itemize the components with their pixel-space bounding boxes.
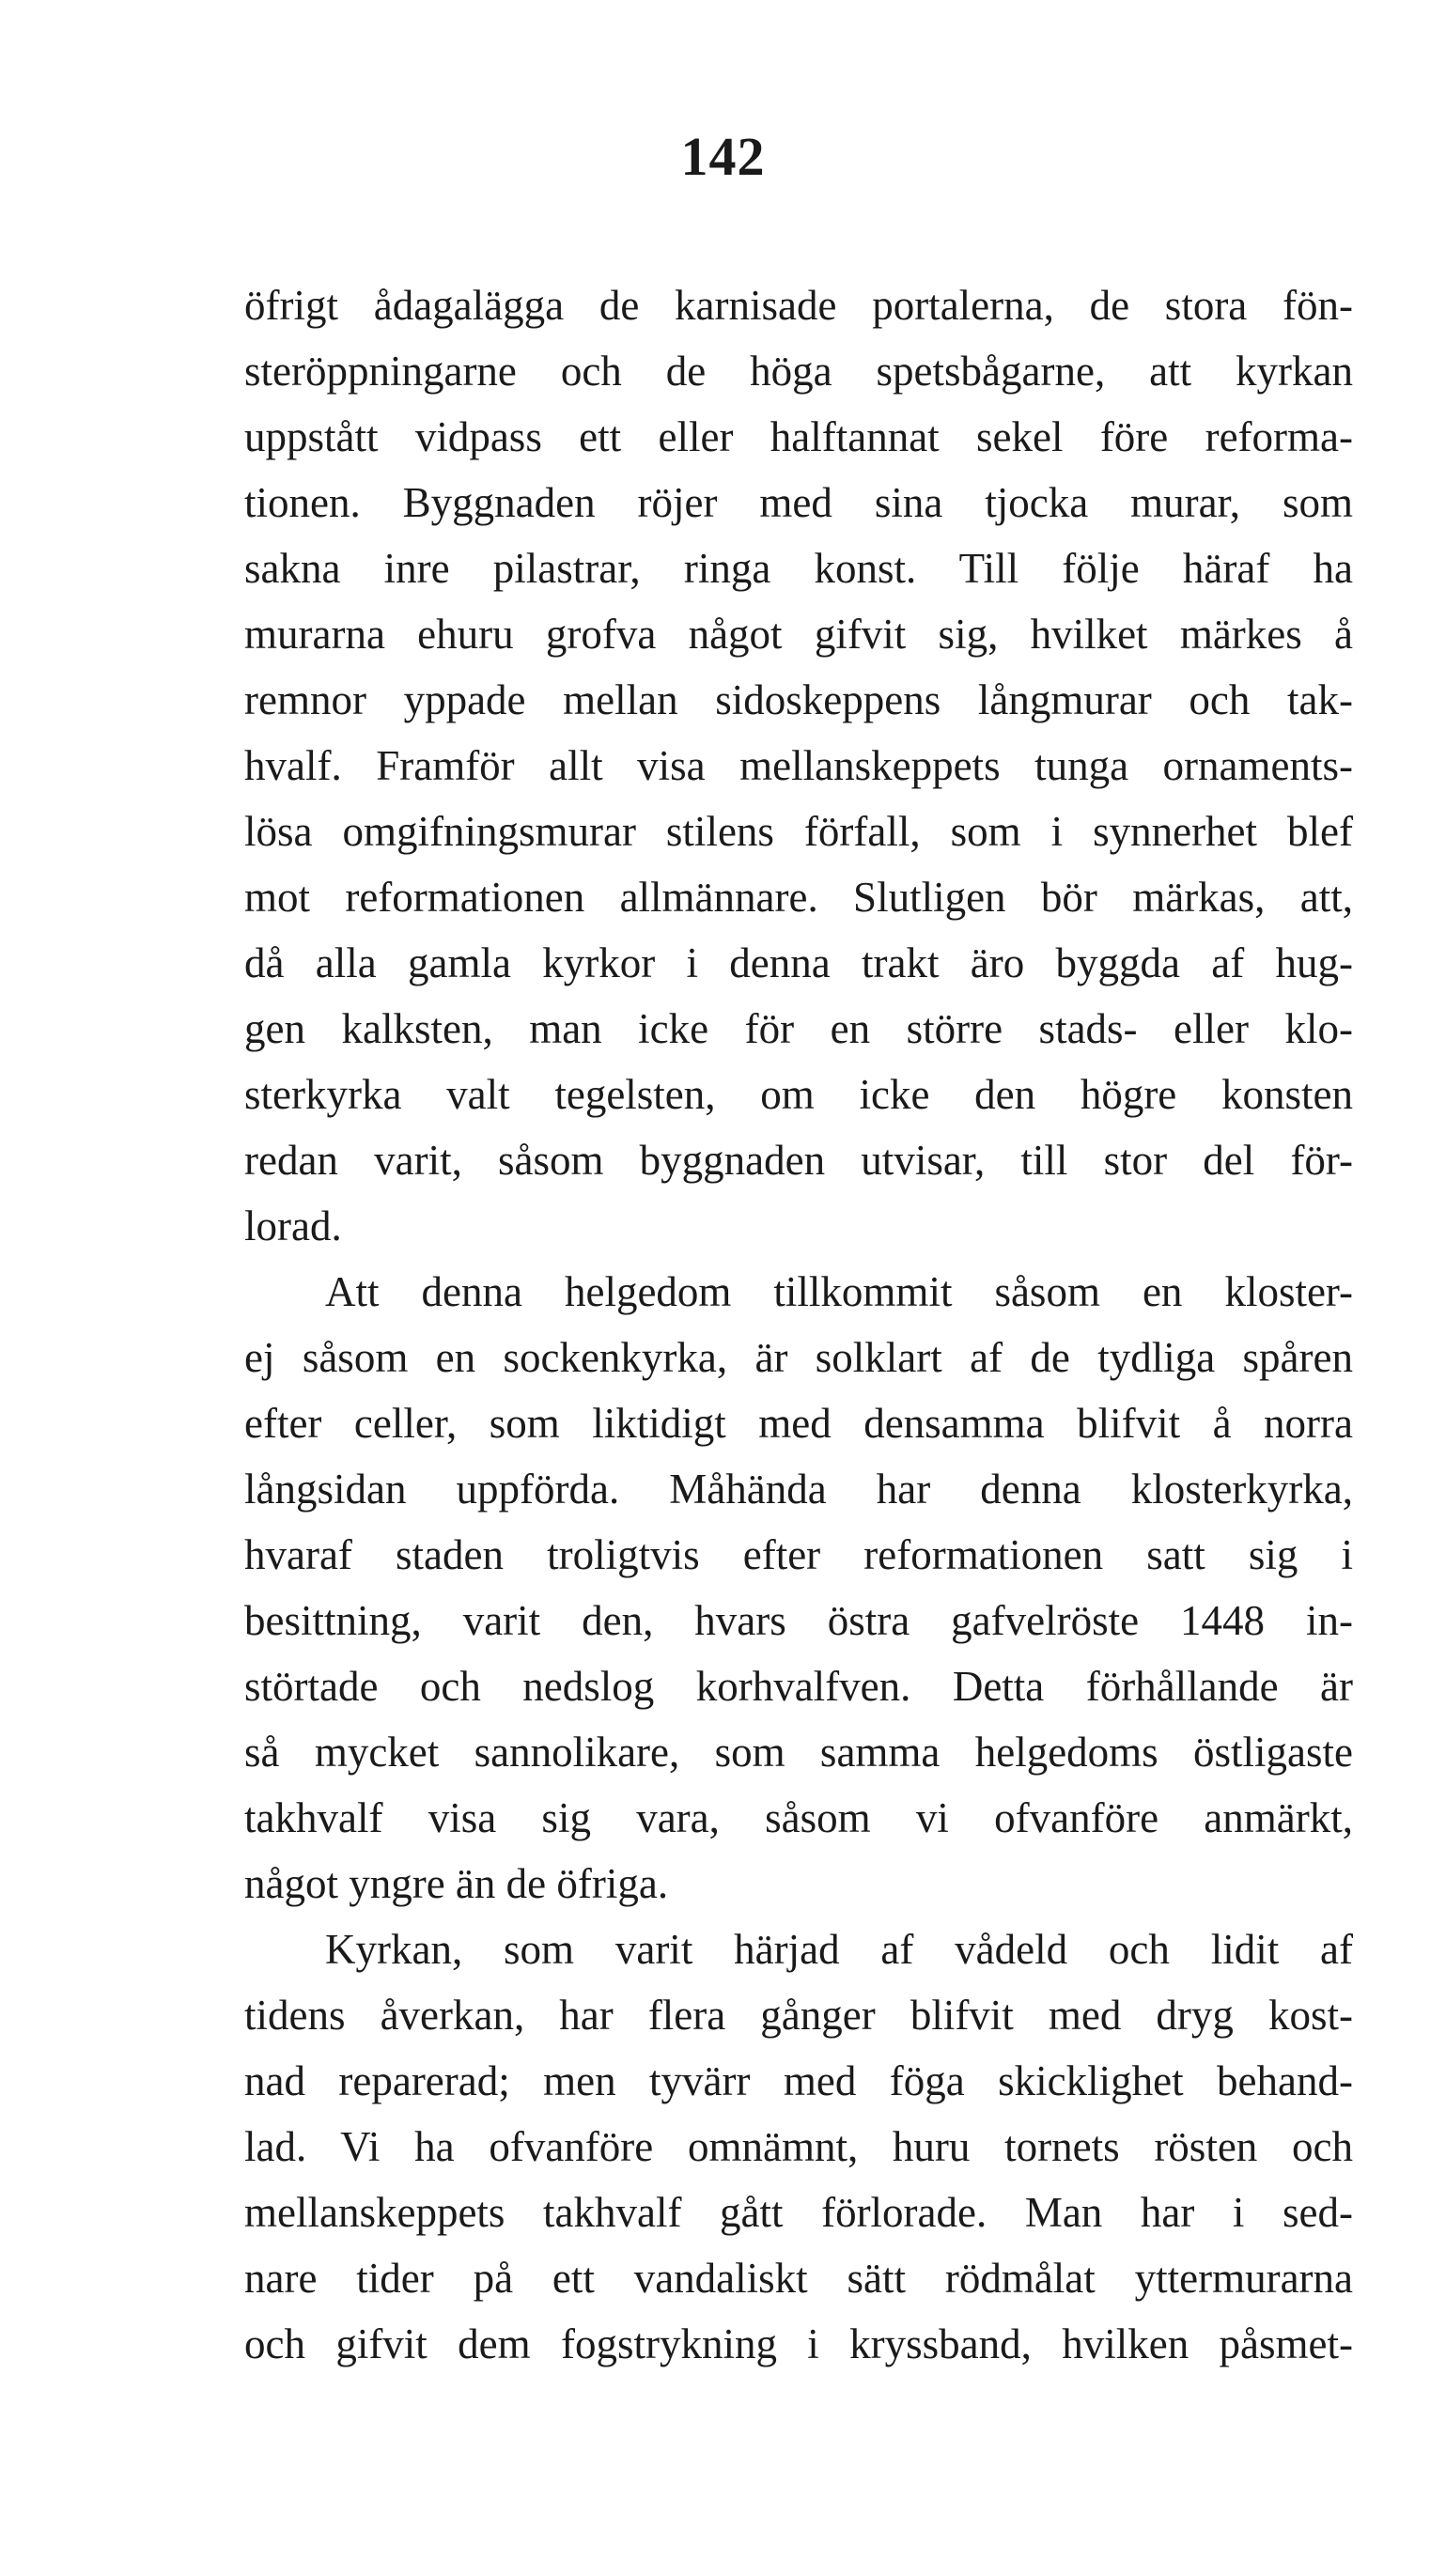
text-line: lösa omgifningsmurar stilens förfall, som i synnerhet blef: [244, 808, 1353, 855]
text-line: störtade och nedslog korhvalfven. Detta förhållande är: [244, 1663, 1353, 1710]
paragraph: [244, 272, 1353, 1259]
text-line: remnor yppade mellan sidoskeppens långmurar och tak-: [244, 676, 1353, 723]
text-line: öfrigt ådagalägga de karnisade portalerna, de stora fön-: [244, 282, 1353, 329]
text-line: Att denna helgedom tillkommit såsom en kloster-: [325, 1268, 1353, 1315]
text-line: besittning, varit den, hvars östra gafvelröste 1448 in-: [244, 1597, 1353, 1644]
text-line: mellanskeppets takhvalf gått förlorade. Man har i sed-: [244, 2189, 1353, 2236]
text-line: lorad.: [244, 1203, 342, 1249]
text-line: något yngre än de öfriga.: [244, 1860, 669, 1907]
text-line: redan varit, såsom byggnaden utvisar, till stor del för-: [244, 1137, 1353, 1184]
text-line: ej såsom en sockenkyrka, är solklart af de tydliga spåren: [244, 1334, 1353, 1381]
text-line: så mycket sannolikare, som samma helgedoms östligaste: [244, 1729, 1353, 1776]
text-line: uppstått vidpass ett eller halftannat sekel före reforma-: [244, 413, 1353, 460]
paragraph: [244, 1259, 1353, 1916]
text-line: sakna inre pilastrar, ringa konst. Till följe häraf ha: [244, 545, 1353, 592]
text-line: efter celler, som liktidigt med densamma blifvit å norra: [244, 1400, 1353, 1447]
text-line: tidens åverkan, har flera gånger blifvit med dryg kost-: [244, 1992, 1353, 2039]
paragraph: [244, 1916, 1353, 2377]
page-number: 142: [680, 126, 766, 187]
text-line: lad. Vi ha ofvanföre omnämnt, huru tornets rösten och: [244, 2123, 1353, 2170]
text-line: nare tider på ett vandaliskt sätt rödmålat yttermurarna: [244, 2255, 1353, 2302]
text-line: steröppningarne och de höga spetsbågarne, att kyrkan: [244, 348, 1353, 395]
text-line: gen kalksten, man icke för en större stads- eller klo-: [244, 1005, 1353, 1052]
text-line: takhvalf visa sig vara, såsom vi ofvanföre anmärkt,: [244, 1794, 1353, 1841]
text-line: och gifvit dem fogstrykning i kryssband, hvilken påsmet-: [244, 2320, 1353, 2367]
text-line: långsidan uppförda. Måhända har denna klosterkyrka,: [244, 1466, 1353, 1513]
text-line: tionen. Byggnaden röjer med sina tjocka murar, som: [244, 479, 1353, 526]
text-line: mot reformationen allmännare. Slutligen bör märkas, att,: [244, 874, 1353, 921]
text-line: hvaraf staden troligtvis efter reformationen satt sig i: [244, 1531, 1353, 1578]
text-line: sterkyrka valt tegelsten, om icke den högre konsten: [244, 1071, 1353, 1118]
text-line: murarna ehuru grofva något gifvit sig, hvilket märkes å: [244, 611, 1353, 658]
text-line: nad reparerad; men tyvärr med föga skicklighet behand-: [244, 2057, 1353, 2104]
text-line: då alla gamla kyrkor i denna trakt äro byggda af hug-: [244, 939, 1353, 986]
body-text: [244, 272, 1353, 2377]
text-line: hvalf. Framför allt visa mellanskeppets tunga ornaments-: [244, 742, 1353, 789]
text-line: Kyrkan, som varit härjad af vådeld och lidit af: [325, 1926, 1353, 1973]
